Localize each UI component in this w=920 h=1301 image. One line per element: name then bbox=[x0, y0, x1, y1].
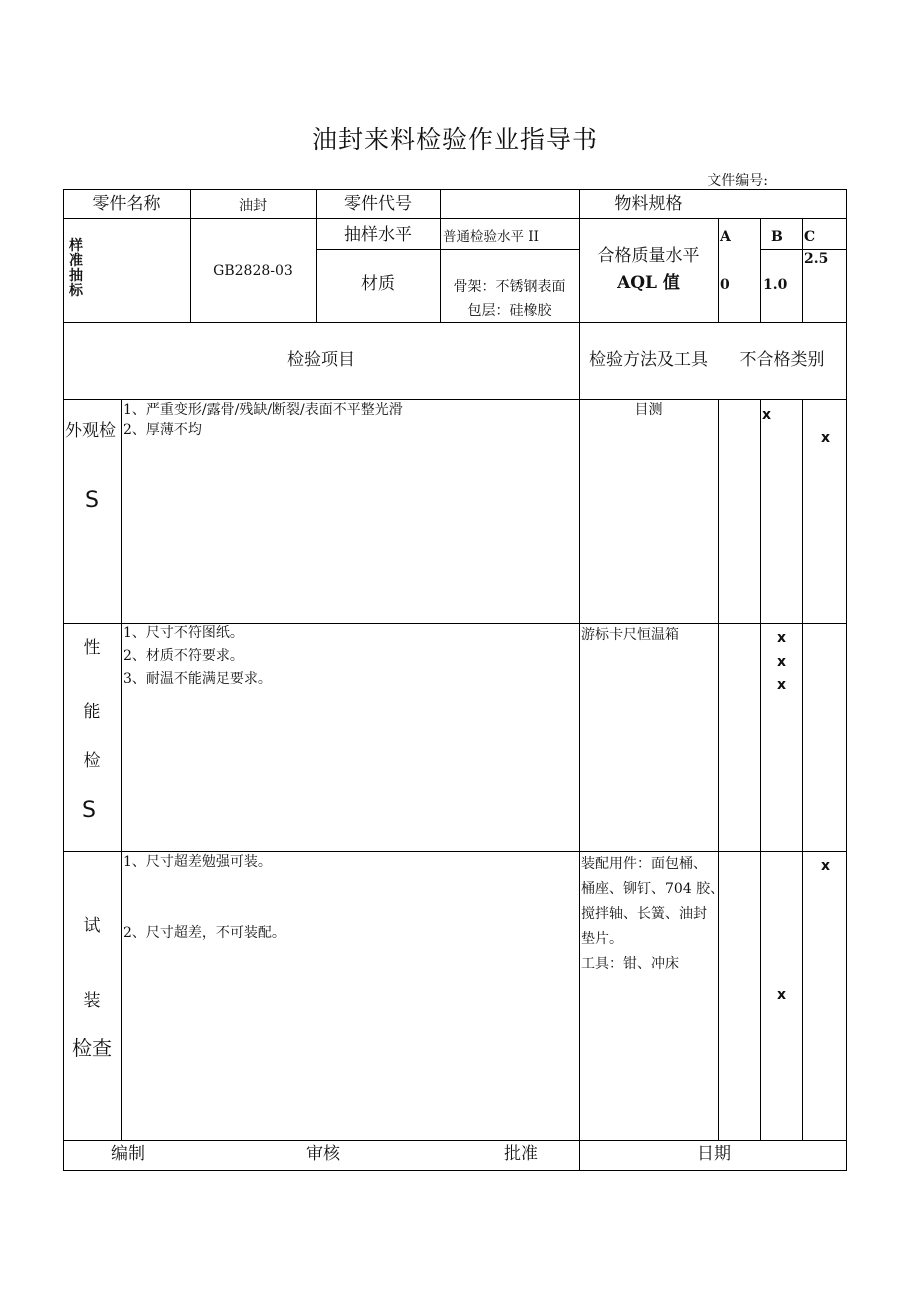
list-item: 2、尺寸超差，不可装配。 bbox=[123, 925, 286, 941]
method-tools-header: 检验方法及工具 bbox=[589, 350, 708, 370]
defect-mark: x bbox=[777, 654, 787, 670]
table-divider bbox=[63, 851, 847, 852]
performance-method: 游标卡尺恒温箱 bbox=[581, 627, 679, 643]
table-divider bbox=[802, 218, 803, 323]
doc-number-label: 文件编号: bbox=[707, 173, 768, 189]
performance-items bbox=[123, 622, 272, 691]
defect-mark: x bbox=[777, 630, 787, 646]
defect-mark: x bbox=[777, 677, 787, 693]
footer-approved: 批准 bbox=[504, 1144, 538, 1164]
defect-category-header: 不合格类别 bbox=[739, 350, 825, 370]
footer-reviewed: 审核 bbox=[306, 1144, 340, 1164]
document-title: 油封来料检验作业指导书 bbox=[311, 125, 598, 154]
footer-prepared: 编制 bbox=[111, 1144, 145, 1164]
part-name-value: 油封 bbox=[239, 198, 267, 214]
aql-class-c: C bbox=[804, 229, 816, 245]
appearance-items bbox=[123, 399, 403, 442]
aql-value-a: 0 bbox=[720, 277, 730, 293]
aql-value-b: 1.0 bbox=[763, 277, 788, 293]
sampling-standard-value: GB2828-03 bbox=[213, 263, 293, 279]
defect-mark: x bbox=[821, 430, 831, 446]
table-divider bbox=[63, 322, 847, 323]
assembly-label-char: 检查 bbox=[72, 1036, 112, 1060]
part-name-label: 零件名称 bbox=[92, 194, 161, 214]
sampling-standard-label: 样 准 抽 标 bbox=[69, 238, 83, 299]
list-item: 2、材质不符要求。 bbox=[123, 648, 244, 664]
sampling-level-value: 普通检验水平 II bbox=[443, 229, 539, 245]
table-divider bbox=[718, 399, 719, 1141]
table-border-left bbox=[63, 189, 64, 1171]
table-divider bbox=[63, 1140, 847, 1141]
material-value-line1: 骨架：不锈钢表面 bbox=[453, 279, 566, 295]
list-item: 2、厚薄不均 bbox=[123, 422, 202, 438]
performance-label-char: 检 bbox=[83, 751, 101, 771]
appearance-section-s: S bbox=[85, 488, 99, 513]
table-divider bbox=[579, 189, 580, 1171]
aql-label-line2: AQL 值 bbox=[617, 273, 680, 293]
list-item: 1、尺寸超差勉强可装。 bbox=[123, 854, 272, 870]
sampling-level-label: 抽样水平 bbox=[344, 225, 412, 245]
performance-label-char: 性 bbox=[83, 638, 101, 658]
assembly-method: 装配用件：面包桶、 桶座、铆钉、704 胶、 搅拌轴、长簧、油封 垫片。 工具：钳、冲床 bbox=[581, 856, 725, 972]
footer-date: 日期 bbox=[697, 1144, 731, 1164]
material-value-line2: 包层：硅橡胶 bbox=[467, 303, 552, 319]
performance-label-char: 能 bbox=[83, 702, 101, 722]
table-divider bbox=[718, 218, 719, 323]
table-divider bbox=[802, 399, 803, 1141]
table-divider bbox=[121, 399, 122, 1141]
part-code-label: 零件代号 bbox=[344, 194, 412, 214]
list-item: 1、严重变形/露骨/残缺/断裂/表面不平整光滑 bbox=[123, 402, 403, 418]
table-border-top bbox=[63, 189, 847, 190]
performance-section-s: S bbox=[82, 798, 96, 823]
aql-class-a: A bbox=[720, 229, 731, 245]
table-divider bbox=[760, 399, 761, 1141]
inspection-items-header: 检验项目 bbox=[287, 350, 355, 370]
appearance-method: 目测 bbox=[634, 402, 663, 418]
assembly-label-char: 试 bbox=[83, 916, 101, 936]
defect-mark: x bbox=[762, 407, 772, 423]
table-divider bbox=[63, 218, 847, 219]
defect-mark: x bbox=[821, 858, 831, 874]
aql-label-line1: 合格质量水平 bbox=[597, 246, 700, 266]
table-border-right bbox=[846, 189, 847, 1171]
list-item: 1、尺寸不符图纸。 bbox=[123, 625, 244, 641]
list-item: 3、耐温不能满足要求。 bbox=[123, 671, 272, 687]
material-spec-label: 物料规格 bbox=[614, 194, 683, 214]
defect-mark: x bbox=[777, 987, 787, 1003]
table-divider bbox=[440, 189, 441, 323]
table-divider bbox=[760, 249, 847, 250]
table-border-bottom bbox=[63, 1170, 847, 1171]
table-divider bbox=[760, 218, 761, 323]
table-divider bbox=[316, 249, 580, 250]
assembly-label-char: 装 bbox=[83, 991, 101, 1011]
material-label: 材质 bbox=[361, 274, 395, 294]
aql-value-c: 2.5 bbox=[804, 251, 829, 267]
appearance-section-label: 外观检 bbox=[65, 421, 116, 441]
aql-class-b: B bbox=[771, 229, 783, 245]
